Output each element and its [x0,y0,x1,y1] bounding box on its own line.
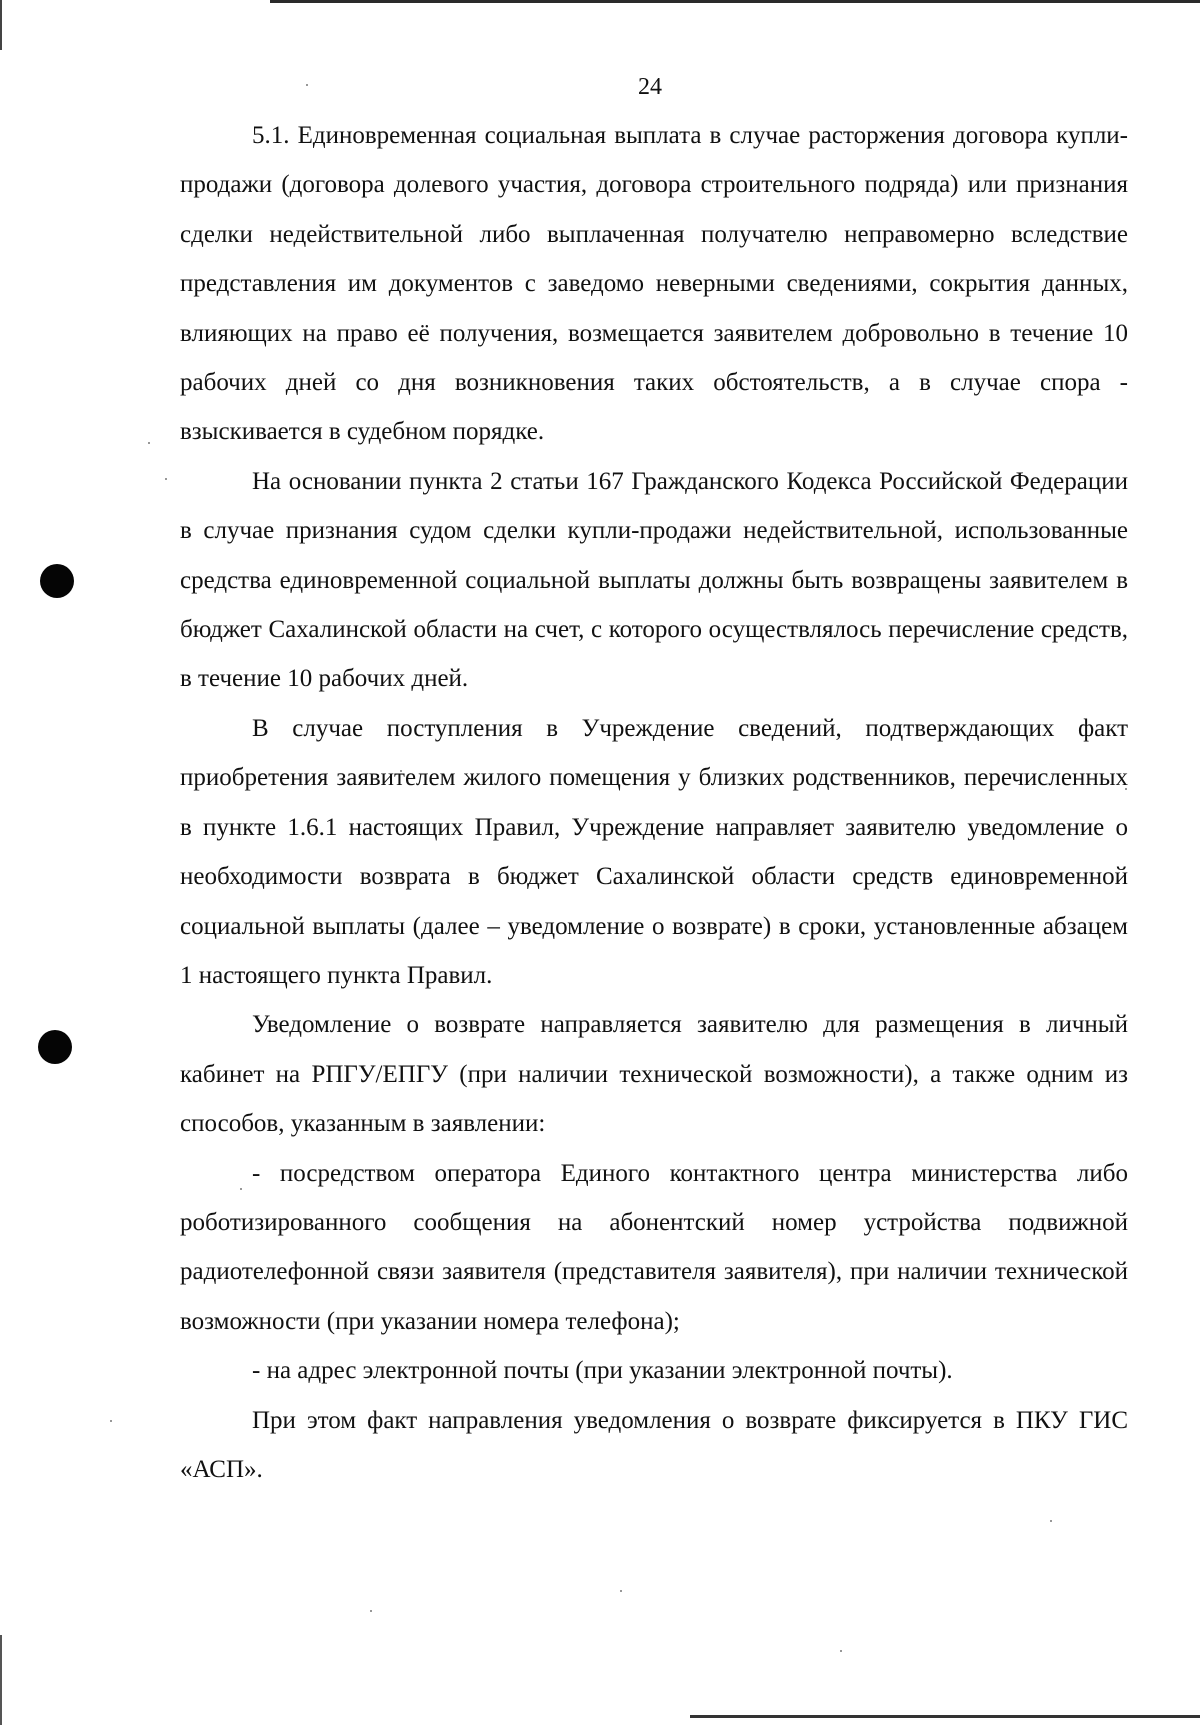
scan-speck [370,1610,372,1612]
scan-speck [1050,1520,1052,1522]
paragraph-civil-code: На основании пункта 2 статьи 167 Гражданского Кодекса Российской Федерации в случае признания судом сделки купли-продажи недействительной, использованные средства единовременной социальной выплаты должны быть возвращены заявителем в бюджет Сахалинской области на счет, с которого осуществлялось перечисление средств, в течение 10 рабочих дней. [180,467,1128,693]
paragraph-notice-delivery: Уведомление о возврате направляется заявителю для размещения в личный кабинет на РПГУ/ЕПГУ (при наличии технической возможности), а также одним из способов, указанным в заявлении: [180,1011,1128,1138]
scan-edge-bottom [690,1715,1200,1718]
paragraph-5-1: 5.1. Единовременная социальная выплата в случае расторжения договора купли-продажи (договора долевого участия, договора строительного подряда) или признания сделки недействительной либо выплаченная получателю неправомерно вследствие представления им документов с заведомо неверными сведениями, сокрытия данных, влияющих на право её получения, возмещается заявителем добровольно в течение 10 рабочих дней со дня возникновения таких обстоятельств, а в случае спора - взыскивается в судебном порядке. [180,122,1128,446]
scan-edge-left-bottom [0,1635,2,1725]
scan-speck [110,1420,112,1422]
scan-speck [620,1590,622,1592]
paragraph-registration: При этом факт направления уведомления о возврате фиксируется в ПКУ ГИС «АСП». [180,1406,1128,1483]
scan-edge-left [0,0,2,50]
list-item-phone: - посредством оператора Единого контактного центра министерства либо роботизированного сообщения на абонентский номер устройства подвижной радиотелефонной связи заявителя (представителя заявителя), при наличии технической возможности (при указании номера телефона); [180,1159,1128,1335]
paragraph-relatives-purchase: В случае поступления в Учреждение сведений, подтверждающих факт приобретения заявителем жилого помещения у близких родственников, перечисленных в пункте 1.6.1 настоящих Правил, Учреждение направляет заявителю уведомление о необходимости возврата в бюджет Сахалинской области средств единовременной социальной выплаты (далее – уведомление о возврате) в сроки, установленные абзацем 1 настоящего пункта Правил. [180,714,1128,989]
scan-edge-top [270,0,1200,3]
scan-speck [148,442,150,444]
punch-hole-top [40,564,74,598]
scan-speck [840,1650,842,1652]
scan-speck [165,478,167,480]
list-item-email: - на адрес электронной почты (при указании электронной почты). [252,1357,953,1385]
document-body [180,111,1128,1494]
punch-hole-bottom [38,1030,72,1064]
page-number: 24 [638,74,662,100]
